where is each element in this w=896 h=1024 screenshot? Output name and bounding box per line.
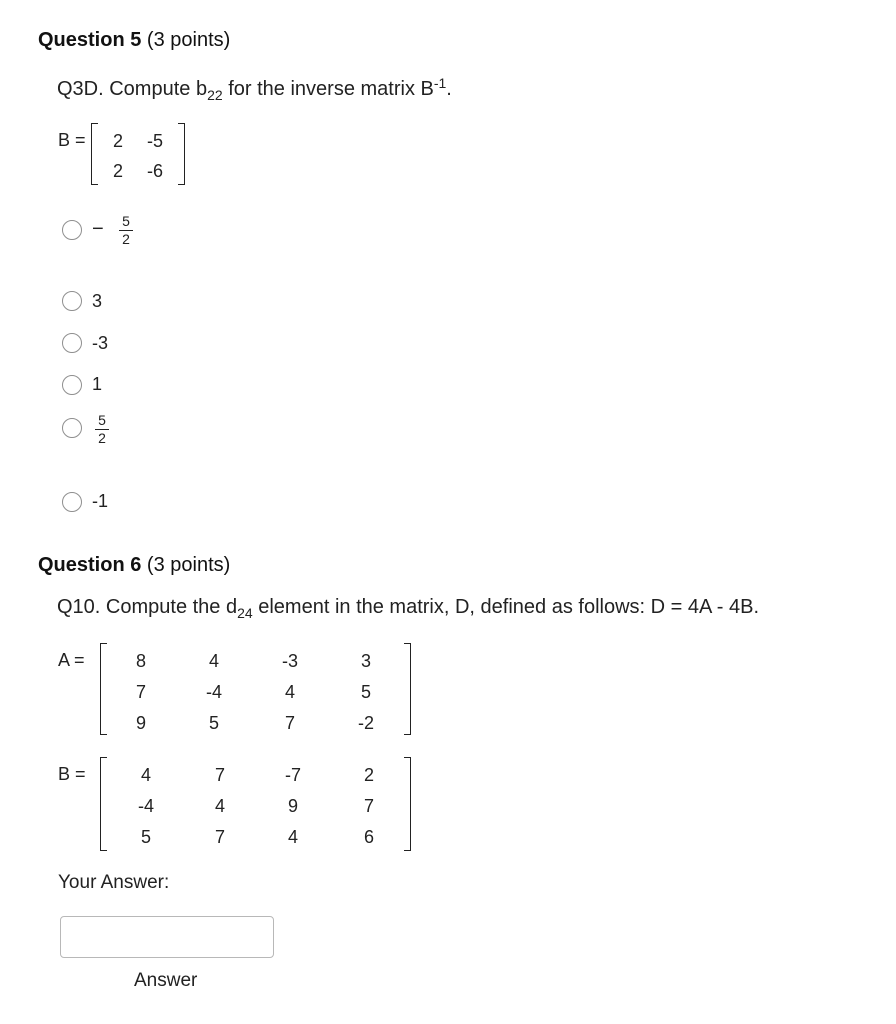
- question-6-header: [38, 554, 230, 577]
- matrix-b-left-bracket: [100, 757, 107, 851]
- matrix-a-cell: 4: [284, 682, 295, 702]
- q5-cell: 2: [112, 161, 123, 181]
- question-6-prompt: Q10. Compute the $d_{24}$ element in the matrix, D, defined as follows: D = 4A - 4B.: [57, 596, 760, 621]
- q5-matrix-label: B =: [58, 130, 86, 150]
- question-5-header: [38, 29, 230, 52]
- option-label: -3: [92, 333, 109, 353]
- radio-button[interactable]: [62, 492, 82, 512]
- option-label: 3: [92, 291, 103, 311]
- radio-button[interactable]: [62, 418, 82, 438]
- matrix-b-cell: 4: [214, 796, 225, 816]
- matrix-a-right-bracket: [404, 643, 411, 735]
- matrix-b-label: B =: [58, 764, 86, 784]
- q5-cell: 2: [112, 131, 123, 151]
- matrix-b-cell: 5: [140, 827, 151, 847]
- question-5-points: (3 points): [146, 29, 231, 51]
- matrix-b-cell: 6: [363, 827, 374, 847]
- matrix-a-cell: -4: [205, 682, 222, 702]
- radio-button[interactable]: [62, 333, 82, 353]
- radio-button[interactable]: [62, 375, 82, 395]
- matrix-b-cell: -7: [284, 765, 301, 785]
- option-label: -1: [92, 491, 109, 511]
- q5-matrix-right-bracket: [178, 123, 185, 185]
- question-5-prompt: Q3D. Compute $b_{22}$ for the inverse matrix $B^{-1}$.: [57, 75, 452, 103]
- question-6-points: (3 points): [146, 554, 231, 576]
- matrix-b-cell: 2: [363, 765, 374, 785]
- q5-cell: -6: [146, 161, 163, 181]
- matrix-b-right-bracket: [404, 757, 411, 851]
- matrix-b-cell: -4: [137, 796, 154, 816]
- question-5-title: Question 5: [38, 29, 142, 51]
- matrix-b-cell: 7: [214, 765, 225, 785]
- matrix-a-label: A =: [58, 650, 85, 670]
- matrix-b-cell: 9: [287, 796, 298, 816]
- matrix-a-cell: 9: [135, 713, 146, 733]
- radio-button[interactable]: [62, 291, 82, 311]
- matrix-a-cell: 4: [208, 651, 219, 671]
- your-answer-label: Your Answer:: [58, 872, 170, 893]
- question-6-title: Question 6: [38, 554, 142, 576]
- matrix-b-cell: 7: [363, 796, 374, 816]
- option-minus-sign: −: [92, 218, 104, 240]
- option-fraction: 5 2: [95, 413, 109, 445]
- option-label: 1: [92, 374, 103, 394]
- q5-matrix-left-bracket: [91, 123, 98, 185]
- matrix-a-cell: 8: [135, 651, 146, 671]
- matrix-a-cell: 5: [208, 713, 219, 733]
- matrix-a-cell: 7: [135, 682, 146, 702]
- matrix-b-cell: 4: [140, 765, 151, 785]
- matrix-a-cell: 5: [360, 682, 371, 702]
- q5-cell: -5: [146, 131, 163, 151]
- matrix-a-cell: -3: [281, 651, 298, 671]
- answer-button[interactable]: Answer: [134, 970, 198, 991]
- matrix-a-left-bracket: [100, 643, 107, 735]
- matrix-a-cell: 7: [284, 713, 295, 733]
- matrix-b-cell: 7: [214, 827, 225, 847]
- radio-button[interactable]: [62, 220, 82, 240]
- option-fraction: 5 2: [119, 214, 133, 246]
- answer-input[interactable]: [60, 916, 274, 958]
- matrix-b-cell: 4: [287, 827, 298, 847]
- matrix-a-cell: 3: [360, 651, 371, 671]
- matrix-a-cell: -2: [357, 713, 374, 733]
